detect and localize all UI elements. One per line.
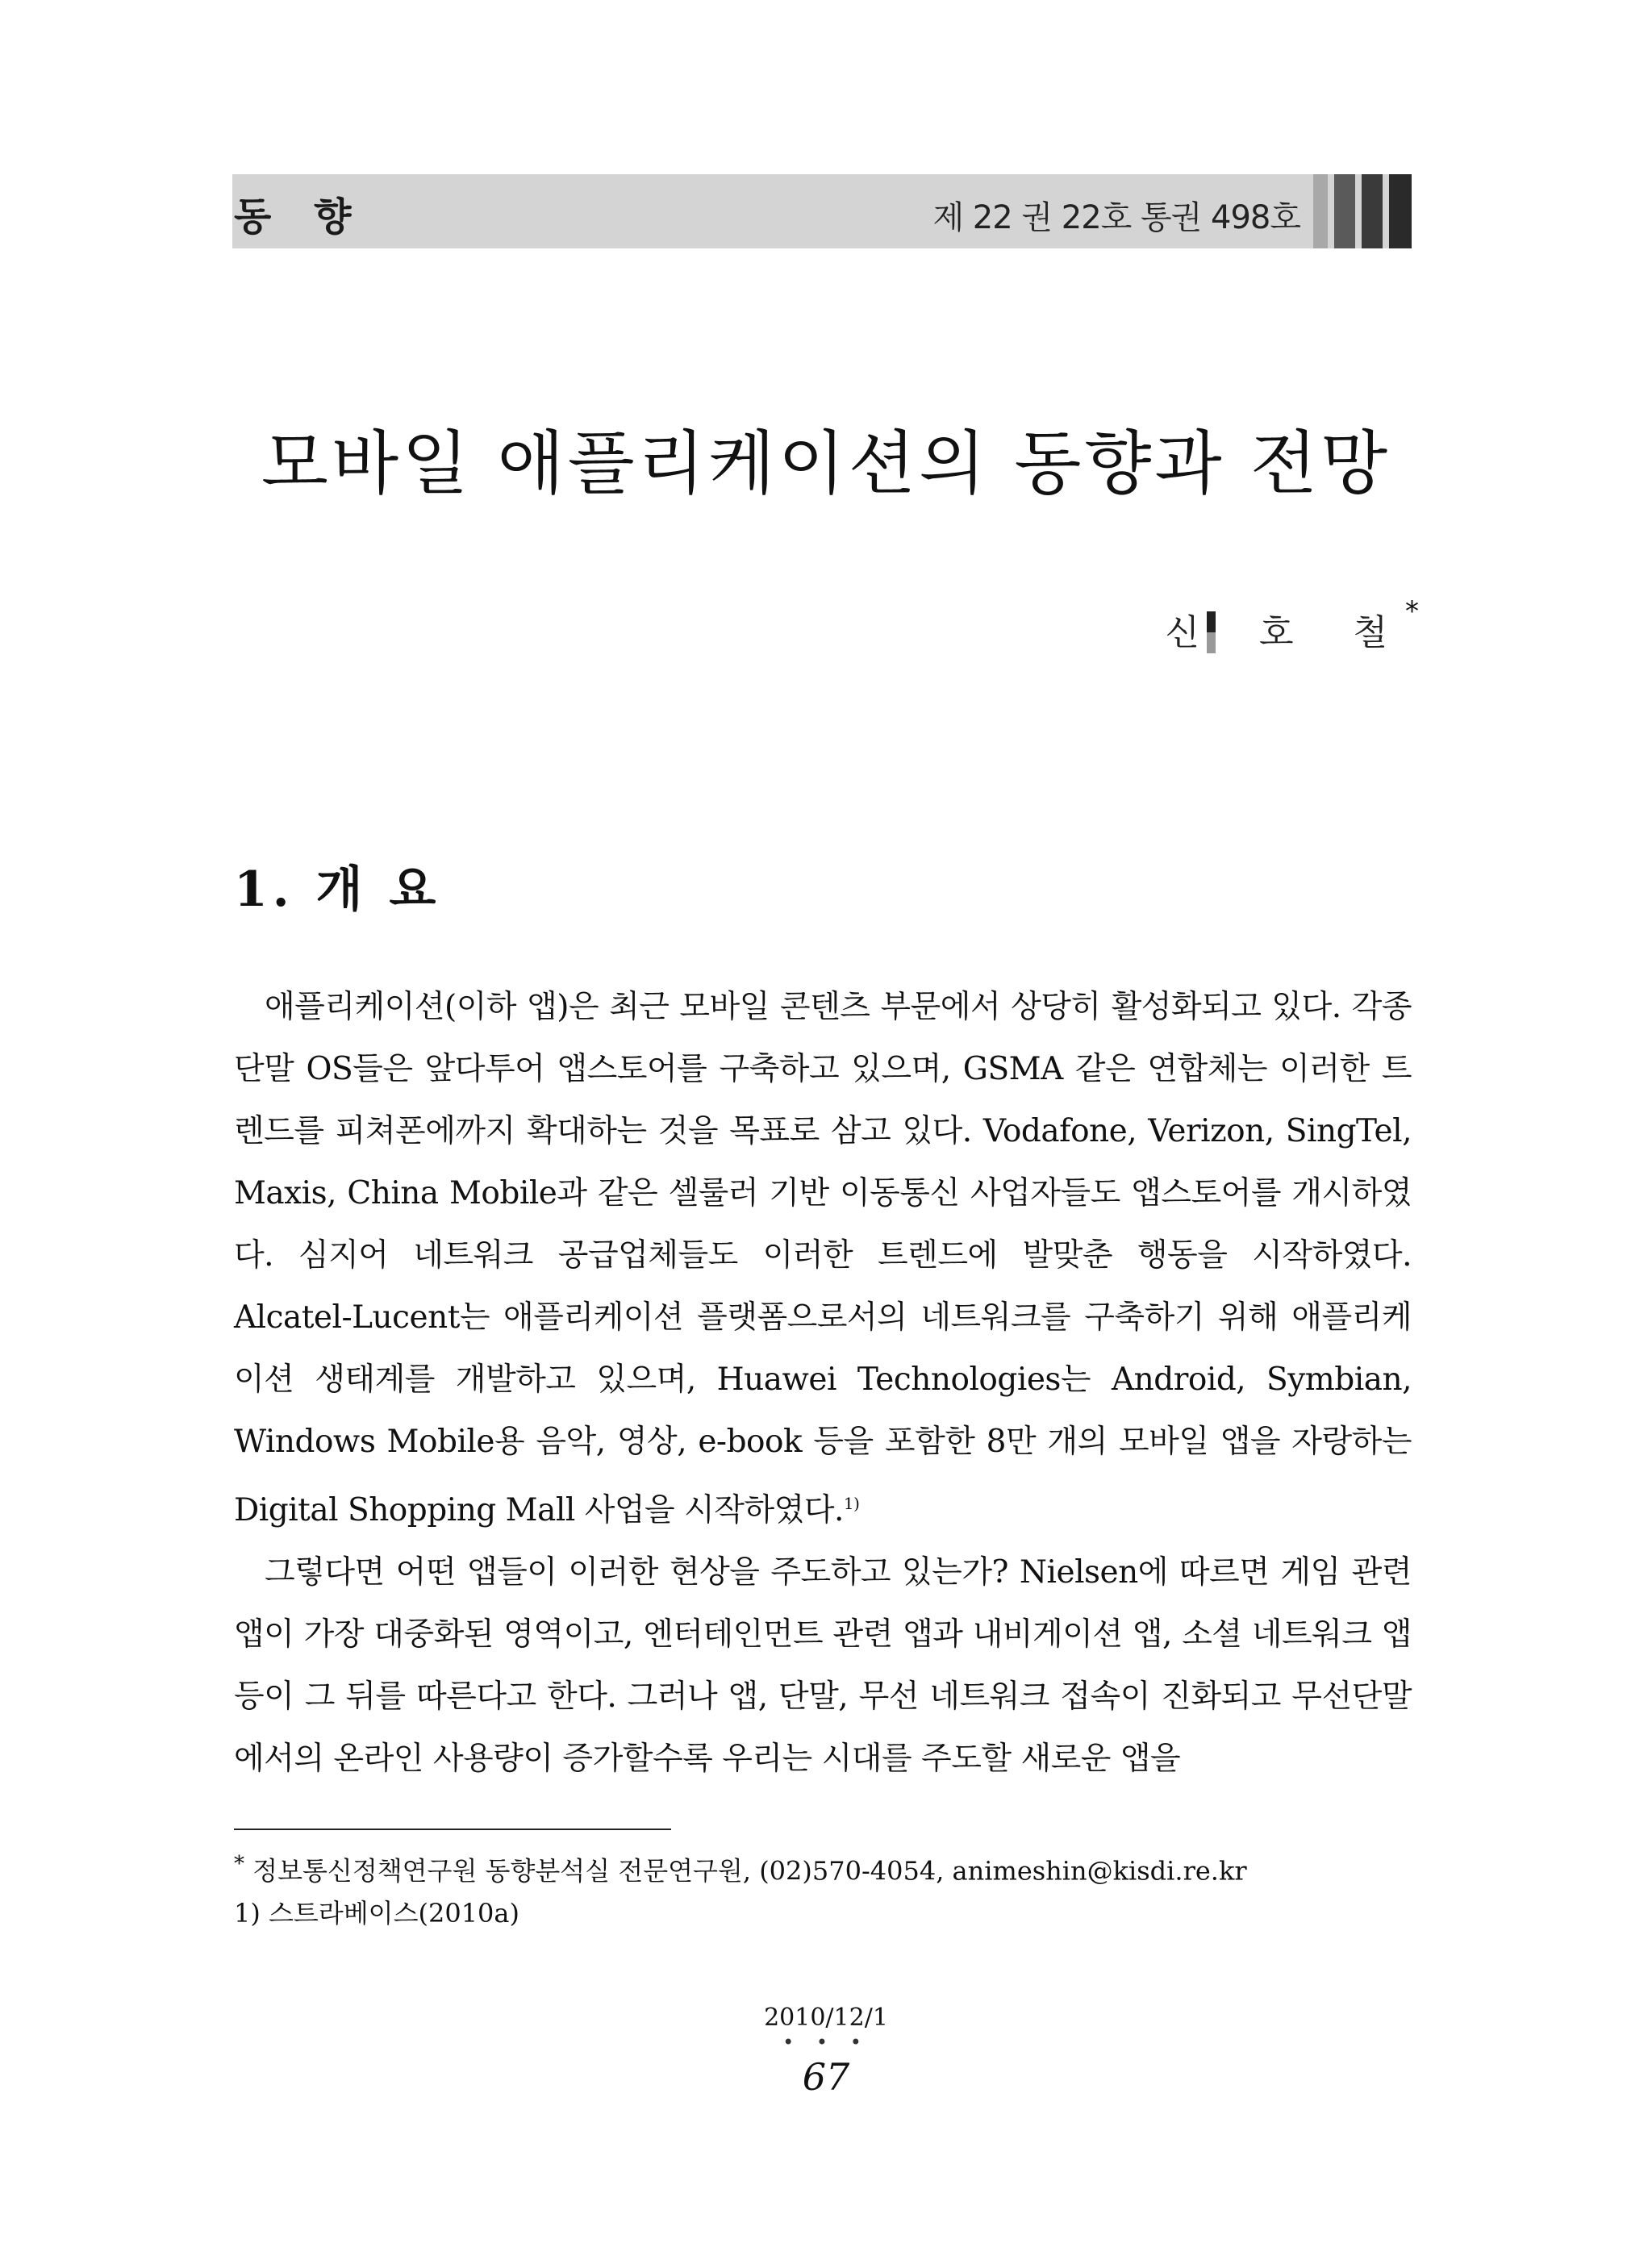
publication-date: 2010/12/1 [764, 2004, 888, 2032]
page-number: 67 [802, 2055, 850, 2099]
footnote [234, 1892, 1247, 1934]
section-heading: 1. 개 요 [234, 861, 441, 918]
footnote-text: 정보통신정책연구원 동향분석실 전문연구원, (02)570-4054, animeshin@kisdi.re.kr [252, 1855, 1247, 1887]
footnotes [234, 1843, 1247, 1934]
section-label: 동 향 [234, 194, 366, 240]
paragraph-text: 애플리케이션(이하 앱)은 최근 모바일 콘텐츠 부문에서 상당히 활성화되고 있다. 각종 단말 OS들은 앞다투어 앱스토어를 구축하고 있으며, GSMA 같은 연합체는 이러한 트렌드를 피쳐폰에까지 확대하는 것을 목표로 삼고 있다. Vodafone, Verizon, SingTel, Maxis, China Mobile과 같은 셀룰러 기반 이동통신 사업자들도 앱스토어를 개시하였다. 심지어 네트워크 공급업체들도 이러한 트렌드에 발맞춘 행동을 시작하였다. Alcatel-Lucent는 애플리케이션 플랫폼으로서의 네트워크를 구축하기 위해 애플리케이션 생태계를 개발하고 있으며, Huawei Technologies는 Android, Symbian, Windows Mobile용 음악, 영상, e-book 등을 포함한 8만 개의 모바일 앱을 자랑하는 Digital Shopping Mall 사업을 시작하였다. [234, 989, 1412, 1528]
footnote-mark: * [234, 1852, 244, 1876]
header-decoration [1362, 174, 1383, 248]
footer-dots: • • • [782, 2031, 870, 2054]
footnote-rule [234, 1829, 671, 1830]
author-footnote-mark: * [1405, 595, 1419, 628]
header-decoration [1334, 174, 1355, 248]
issue-info: 제 22 권 22호 통권 498호 [932, 199, 1300, 236]
footnote [234, 1843, 1247, 1892]
body-text [234, 976, 1412, 1790]
header-decoration [1389, 174, 1412, 248]
paragraph-text: 그렇다면 어떤 앱들이 이러한 현상을 주도하고 있는가? Nielsen에 따르면 게임 관련 앱이 가장 대중화된 영역이고, 엔터테인먼트 관련 앱과 내비게이션 앱, 소셜 네트워크 앱 등이 그 뒤를 따른다고 한다. 그러나 앱, 단말, 무선 네트워크 접속이 진화되고 무선단말에서의 온라인 사용량이 증가할수록 우리는 시대를 주도할 새로운 앱을 [234, 1554, 1412, 1777]
header-decoration [1313, 174, 1328, 248]
footnote-ref: 1) [843, 1494, 860, 1513]
article-title: 모바일 애플리케이션의 동향과 전망 [261, 423, 1391, 504]
footnote-text: 1) 스트라베이스(2010a) [234, 1897, 519, 1929]
paragraph [234, 1541, 1412, 1790]
paragraph [234, 976, 1412, 1541]
author-name: 신 호 철 [1165, 612, 1412, 653]
